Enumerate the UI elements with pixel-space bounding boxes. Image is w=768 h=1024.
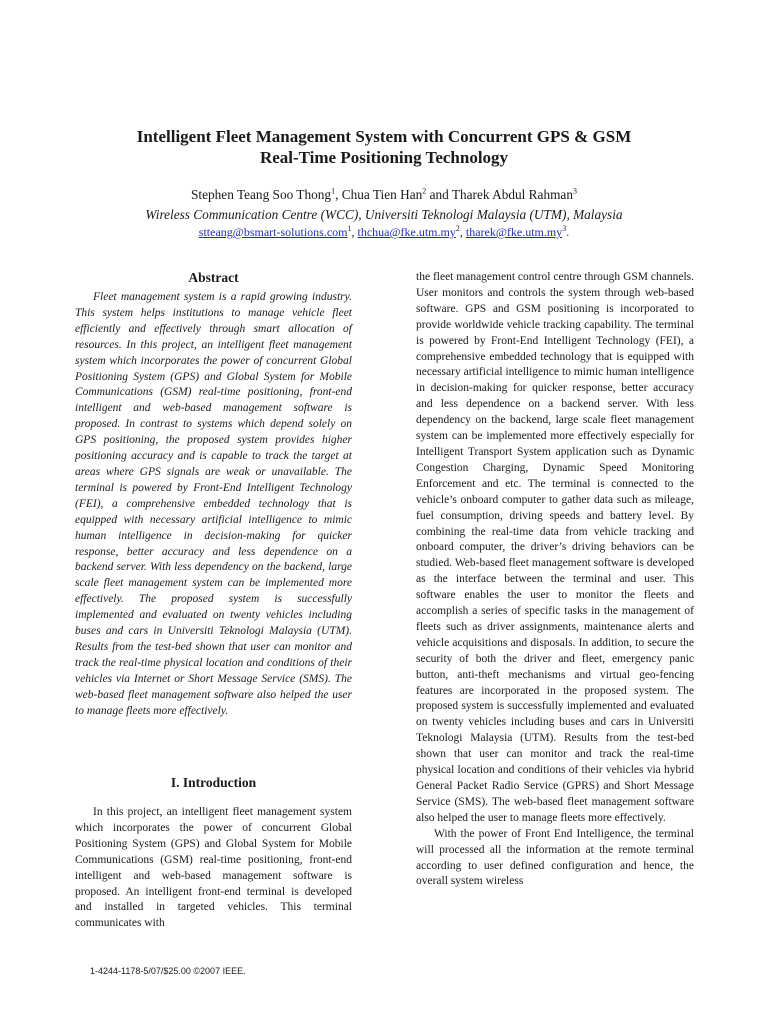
title-line-1: Intelligent Fleet Management System with Concurrent GPS & GSM — [136, 127, 632, 146]
author-3: Tharek Abdul Rahman — [451, 187, 573, 202]
abstract-body — [75, 290, 352, 719]
copyright-footer: 1-4244-1178-5/07/$25.00 ©2007 IEEE. — [90, 966, 246, 976]
author-2: Chua Tien Han — [341, 187, 423, 202]
paper-title — [60, 126, 708, 168]
email-1-sup: 1 — [347, 224, 352, 233]
email-link-3[interactable]: tharek@fke.utm.my — [465, 225, 563, 239]
email-link-2[interactable]: thchua@fke.utm.my — [357, 225, 456, 239]
affiliation: Wireless Communication Centre (WCC), Universiti Teknologi Malaysia (UTM), Malaysia — [145, 207, 623, 222]
abstract-paragraph: Fleet management system is a rapid growing industry. This system helps institutions to manage vehicle fleet efficiently and effectively through smart allocation of resources. In this project, an intelligent fleet management system which incorporates the power of concurrent Global Positioning System (GPS) and Global System for Mobile Communications (GSM) real-time positioning, front-end intelligent and web-based management software is proposed. In contrast to systems which depend solely on GPS positioning, the proposed system provides higher positioning accuracy and is capable to track the target at areas where GPS signals are weak or unavailable. The terminal is powered by Front-End Intelligent Technology (FEI), a comprehensive embedded technology that is equipped with necessary artificial intelligence to mimic human intelligence in decision-making for quicker response, better accuracy and less dependence on a backend server. With less dependency on the backend, large scale fleet management system can be implemented more effectively. The proposed system is successfully implemented and evaluated on twenty vehicles including buses and cars in Universiti Teknologi Malaysia (UTM). Results from the test-bed shown that user can monitor and track the real-time physical location and conditions of their vehicles via Internet or Short Message Service (SMS). The web-based fleet management software also helped the user to manage fleets more effectively. — [75, 291, 352, 717]
right-column-paragraph-2: With the power of Front End Intelligence, the terminal will processed all the information at the remote terminal according to user defined configuration and hence, the overall system wireless — [416, 827, 694, 888]
author-1-sup: 1 — [331, 186, 336, 196]
email-separator-2: , — [459, 225, 466, 239]
author-1: Stephen Teang Soo Thong — [191, 187, 332, 202]
author-2-sup: 2 — [422, 186, 427, 196]
introduction-body — [75, 805, 352, 932]
email-list — [40, 224, 728, 240]
right-column-body — [416, 270, 694, 890]
right-column-paragraph-1: the fleet management control centre through GSM channels. User monitors and controls the system through web-based software. GPS and GSM positioning is incorporated to provide worldwide vehicle tracking capability. The terminal is powered by Front-End Intelligent Technology (FEI), a comprehensive embedded technology that is equipped with necessary artificial intelligence to mimic human intelligence in decision-making for quicker response, better accuracy and less dependence on a backend server. With less dependency on the backend, large scale fleet management system can be implemented more effectively especially for Intelligent Transport System application such as Dynamic Congestion Charging, Dynamic Speed Monitoring Enforcement and etc. The terminal is connected to the vehicle’s onboard computer to gather data such as mileage, fuel consumption, driving speeds and battery level. By combining the real-time data from vehicle tracking and onboard computer, the driver’s driving behaviors can be studied. Web-based fleet management software is developed as the interface between the terminal and user. This software enables the user to monitor the fleets and accomplish a series of specific tasks in the management of fleets such as driver assignments, maintenance alerts and vehicle acquisitions and disposals. In addition, to secure the security of both the driver and fleet, emergency panic button, anti-theft mechanisms and virtual geo-fencing features are incorporated in the proposed system. The proposed system is successfully implemented and evaluated on twenty vehicles including buses and cars in Universiti Teknologi Malaysia (UTM). Results from the test-bed shown that user can monitor and track the real-time physical location and conditions of their vehicles via hybrid General Packet Radio Service (GPRS) and Short Message Service (SMS). The web-based fleet management software also helped the user to manage fleets more effectively. — [416, 271, 694, 824]
author-separator-1: , — [335, 187, 342, 202]
author-list — [40, 186, 728, 203]
author-separator-2: and — [426, 187, 452, 202]
title-line-2: Real-Time Positioning Technology — [259, 148, 509, 167]
introduction-heading: I. Introduction — [170, 775, 257, 790]
email-3-sup: 3 — [562, 224, 567, 233]
email-2-sup: 2 — [455, 224, 460, 233]
email-end: . — [566, 225, 570, 239]
email-separator-1: , — [351, 225, 358, 239]
introduction-paragraph: In this project, an intelligent fleet management system which incorporates the power of concurrent Global Positioning System (GPS) and Global System for Mobile Communications (GSM) real-time positioning, front-end intelligent and web-based management software is proposed. An intelligent front-end terminal is developed and installed in targeted vehicles. This terminal communicates with — [75, 806, 352, 930]
author-3-sup: 3 — [572, 186, 577, 196]
email-link-1[interactable]: stteang@bsmart-solutions.com — [198, 225, 348, 239]
abstract-heading: Abstract — [188, 270, 239, 285]
